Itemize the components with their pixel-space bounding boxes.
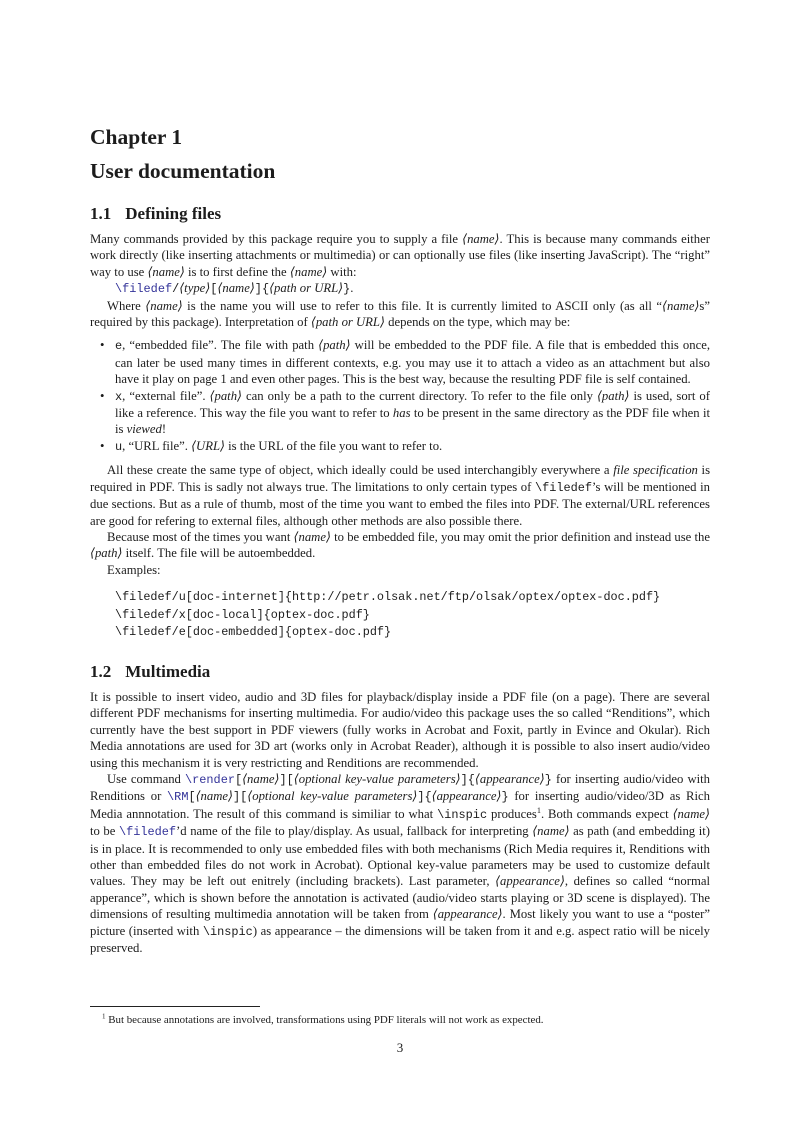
text-run: ! bbox=[161, 422, 167, 437]
text-run: , “external file”. bbox=[122, 388, 210, 403]
inline-code: ] bbox=[417, 790, 425, 805]
list-item-external bbox=[90, 388, 710, 438]
section-title: Multimedia bbox=[125, 661, 211, 681]
inline-code: { bbox=[261, 282, 270, 297]
text-run: ⟨appearance⟩ bbox=[431, 789, 502, 804]
text-run: ⟨optional key-value parameters⟩ bbox=[293, 771, 461, 786]
text-run: . bbox=[350, 281, 354, 296]
text-run: ⟨name⟩ bbox=[532, 824, 570, 839]
list-item-embedded bbox=[90, 337, 710, 387]
code-line: \filedef/x[doc-local]{optex-doc.pdf} bbox=[115, 607, 370, 622]
list-item-text bbox=[115, 439, 442, 453]
text-run: ⟨path or URL⟩ bbox=[310, 315, 385, 330]
inline-code: [ bbox=[240, 790, 248, 805]
text-run: ⟨name⟩ bbox=[217, 281, 255, 296]
inline-code: ] bbox=[279, 772, 287, 787]
paragraph-where bbox=[90, 298, 710, 331]
footnote-area bbox=[90, 1006, 710, 1027]
text-run: Where bbox=[107, 298, 146, 313]
text-run: ⟨path⟩ bbox=[318, 338, 351, 353]
text-run: can only be a path to the current directory. To refer to the file only bbox=[242, 388, 597, 403]
text-run: But because annotations are involved, transformations using PDF literals will not work as expected. bbox=[105, 1014, 544, 1026]
text-run: , defines so called “normal apperance”, which is shown before the annotation is activated (audio/video starts playing or 3D scene is displayed). The dimensions of resulting multimedia annotation will be taken from bbox=[90, 874, 710, 922]
text-run: . Most likely you want to use a “poster” picture (inserted with bbox=[90, 907, 710, 938]
code-link[interactable]: \RM bbox=[167, 790, 189, 805]
inline-code: } bbox=[501, 790, 509, 805]
text-run: ⟨optional key-value parameters⟩ bbox=[247, 789, 418, 804]
text-run: Because most of the times you want bbox=[107, 529, 294, 544]
text-run: It is possible to insert video, audio and 3D files for playback/display inside a PDF file (on a page). There are several different PDF mechanisms for inserting multimedia. For audio/video this package uses the so called “Renditions”, which currently have the best support in PDF viewers (fully works in Acrobat and Foxit, partly in Evince and Okular). Rich Media annotations are used for 3D art (works only in Acrobat Reader), although it is possible to also insert audio/video using this mechanism it is very restricting and Renditions are recommended. bbox=[90, 689, 710, 770]
code-link[interactable]: \render bbox=[185, 772, 235, 787]
text-run: ⟨appearance⟩ bbox=[474, 771, 545, 786]
bullet-icon: • bbox=[100, 388, 105, 403]
filedef-syntax-line bbox=[115, 280, 710, 297]
code-link[interactable]: \filedef bbox=[115, 282, 173, 297]
inline-code: \inspic bbox=[437, 807, 488, 822]
file-type-list bbox=[90, 337, 710, 455]
text-run: for inserting audio/video/3D as Rich Media annnotation. The result of this command is similiar to what bbox=[90, 789, 710, 821]
list-item-text bbox=[115, 389, 710, 437]
section-title: Defining files bbox=[125, 204, 222, 223]
chapter-number: Chapter 1 bbox=[90, 125, 183, 149]
inline-code: e bbox=[115, 339, 123, 354]
text-run: ’s will be mentioned in due sections. But as a rule of thumb, most of the time you want to embed the files into PDF. The external/URL references are good for refering to external files, although other methods are also possible there. bbox=[90, 479, 710, 528]
text-run: is the name you will use to refer to this file. It is currently limited to ASCII only (as all “ bbox=[182, 298, 663, 313]
section-number: 1.2 bbox=[90, 661, 112, 681]
paragraph-multimedia-2 bbox=[90, 771, 710, 956]
text-run: ⟨path⟩ bbox=[596, 388, 630, 403]
paragraph-intro bbox=[90, 231, 710, 280]
inline-code: u bbox=[115, 439, 123, 454]
text-run: 1 bbox=[536, 805, 541, 815]
text-run: ⟨name⟩ bbox=[289, 264, 328, 279]
inline-code: [ bbox=[188, 790, 196, 805]
text-run: is to first define the bbox=[184, 264, 290, 279]
text-run: ⟨name⟩ bbox=[145, 298, 183, 313]
text-run: ⟨name⟩ bbox=[147, 264, 185, 279]
bullet-icon: • bbox=[100, 438, 105, 453]
section-number: 1.1 bbox=[90, 204, 112, 223]
examples-code-block bbox=[115, 589, 710, 642]
inline-code: [ bbox=[234, 772, 243, 787]
text-run: . Both commands expect bbox=[540, 806, 673, 821]
code-line: \filedef/e[doc-embedded]{optex-doc.pdf} bbox=[115, 625, 392, 640]
bullet-icon: • bbox=[100, 338, 105, 353]
inline-code: ] bbox=[233, 790, 241, 805]
text-run: will be embedded to the PDF file. A file that is embedded this once, can later be used many times in different contexts, e.g. you may use it to attach a video as an attachment but also have it play on page 1 and even other pages. This is the best way, because the resulting PDF file is self contained. bbox=[115, 338, 711, 387]
text-run: with: bbox=[327, 264, 357, 279]
footnote-text bbox=[90, 1013, 710, 1027]
text-run: viewed bbox=[126, 422, 162, 437]
paragraph-multimedia-1 bbox=[90, 689, 710, 771]
inline-code: [ bbox=[286, 772, 294, 787]
text-run: depends on the type, which may be: bbox=[384, 315, 571, 330]
text-run: to be present in the same directory as the PDF file when it is bbox=[115, 406, 710, 437]
list-item-text bbox=[115, 338, 710, 386]
text-run: ⟨path or URL⟩ bbox=[269, 281, 344, 296]
chapter-title: User documentation bbox=[90, 159, 276, 183]
inline-code: ] bbox=[254, 282, 262, 297]
list-item-url bbox=[90, 438, 710, 455]
text-run: ⟨name⟩ bbox=[195, 789, 233, 804]
inline-code: / bbox=[172, 282, 180, 297]
text-run: s” required by this package). Interpretation of bbox=[90, 298, 710, 330]
text-run: Many commands provided by this package require you to supply a file bbox=[90, 232, 463, 246]
paragraph-because bbox=[90, 529, 710, 562]
inline-code: { bbox=[467, 772, 475, 787]
section-heading-1-1 bbox=[90, 203, 710, 224]
inline-code: } bbox=[343, 282, 351, 297]
text-run: for inserting audio/video with Renditions or bbox=[90, 771, 710, 804]
text-run: ⟨type⟩ bbox=[179, 281, 211, 296]
text-run: produces bbox=[487, 806, 537, 821]
text-run: ⟨path⟩ bbox=[209, 388, 243, 403]
text-run: ⟨path⟩ bbox=[90, 546, 123, 561]
paragraph-all-these bbox=[90, 462, 710, 529]
text-run: ⟨appearance⟩ bbox=[495, 874, 565, 889]
code-line: \filedef/u[doc-internet]{http://petr.olsak.net/ftp/olsak/optex/optex-doc.pdf} bbox=[115, 590, 661, 605]
inline-code: [ bbox=[210, 282, 218, 297]
text-run: ⟨name⟩ bbox=[293, 529, 331, 544]
footnote-rule bbox=[90, 1006, 260, 1007]
text-run: ⟨name⟩ bbox=[242, 771, 280, 786]
text-run: . This is because many commands either work directly (like inserting attachments or multimedia) or can optionally use files (like inserting JavaScript). The “right” way to use bbox=[90, 232, 710, 279]
text-run: ⟨name⟩ bbox=[462, 232, 500, 246]
text-run: ⟨name⟩ bbox=[662, 298, 700, 313]
code-link[interactable]: \filedef bbox=[118, 825, 177, 840]
inline-code: } bbox=[544, 772, 552, 787]
text-run: as path (and embedding it) is in place. It is recommended to only use embedded files with both mechanisms (Rich Media requires it, Renditions with other than embedded files do not work in Acrobat). Optional key-value parameters may be used to customize default values. They may be left out enitrely (including brackets). Last parameter, bbox=[90, 824, 710, 889]
text-run: is the URL of the file you want to refer to. bbox=[224, 438, 443, 453]
text-run: ⟨name⟩ bbox=[672, 806, 710, 821]
text-run: ⟨URL⟩ bbox=[191, 438, 225, 453]
inline-code: x bbox=[115, 389, 123, 404]
inline-code: \filedef bbox=[534, 480, 593, 495]
text-run: , “embedded file”. The file with path bbox=[122, 338, 319, 353]
text-run: to be embedded file, you may omit the prior definition and instead use the bbox=[330, 529, 710, 544]
text-run: is used, sort of like a reference. This way the file you want to refer to bbox=[115, 388, 710, 421]
text-run: ⟨appearance⟩ bbox=[432, 907, 503, 922]
text-run: to be bbox=[90, 824, 119, 839]
page-content bbox=[90, 0, 710, 956]
section-heading-1-2 bbox=[90, 661, 710, 682]
inline-code: ] bbox=[460, 772, 468, 787]
inline-code: { bbox=[424, 790, 432, 805]
text-run: itself. The file will be autoembedded. bbox=[122, 546, 316, 561]
page-number: 3 bbox=[396, 1040, 404, 1055]
text-run: has bbox=[392, 406, 411, 421]
text-run: file specification bbox=[613, 463, 698, 478]
text-run: 1 bbox=[102, 1012, 106, 1021]
text-run: , “URL file”. bbox=[122, 438, 192, 453]
text-run: ) as appearance – the dimensions will be taken from it and e.g. aspect ratio will be nicely preserved. bbox=[90, 923, 711, 955]
inline-code: \inspic bbox=[202, 924, 253, 939]
paragraph-examples-label bbox=[90, 562, 710, 578]
text-run: ’d name of the file to play/display. As usual, fallback for interpreting bbox=[176, 824, 533, 839]
text-run: Use command bbox=[107, 771, 186, 786]
text-run: All these create the same type of object, which ideally could be used interchangibly everywhere a bbox=[107, 463, 614, 478]
text-run: Examples: bbox=[107, 562, 161, 577]
text-run: is required in PDF. This is sadly not always true. The limitations to only certain types of bbox=[90, 463, 711, 494]
